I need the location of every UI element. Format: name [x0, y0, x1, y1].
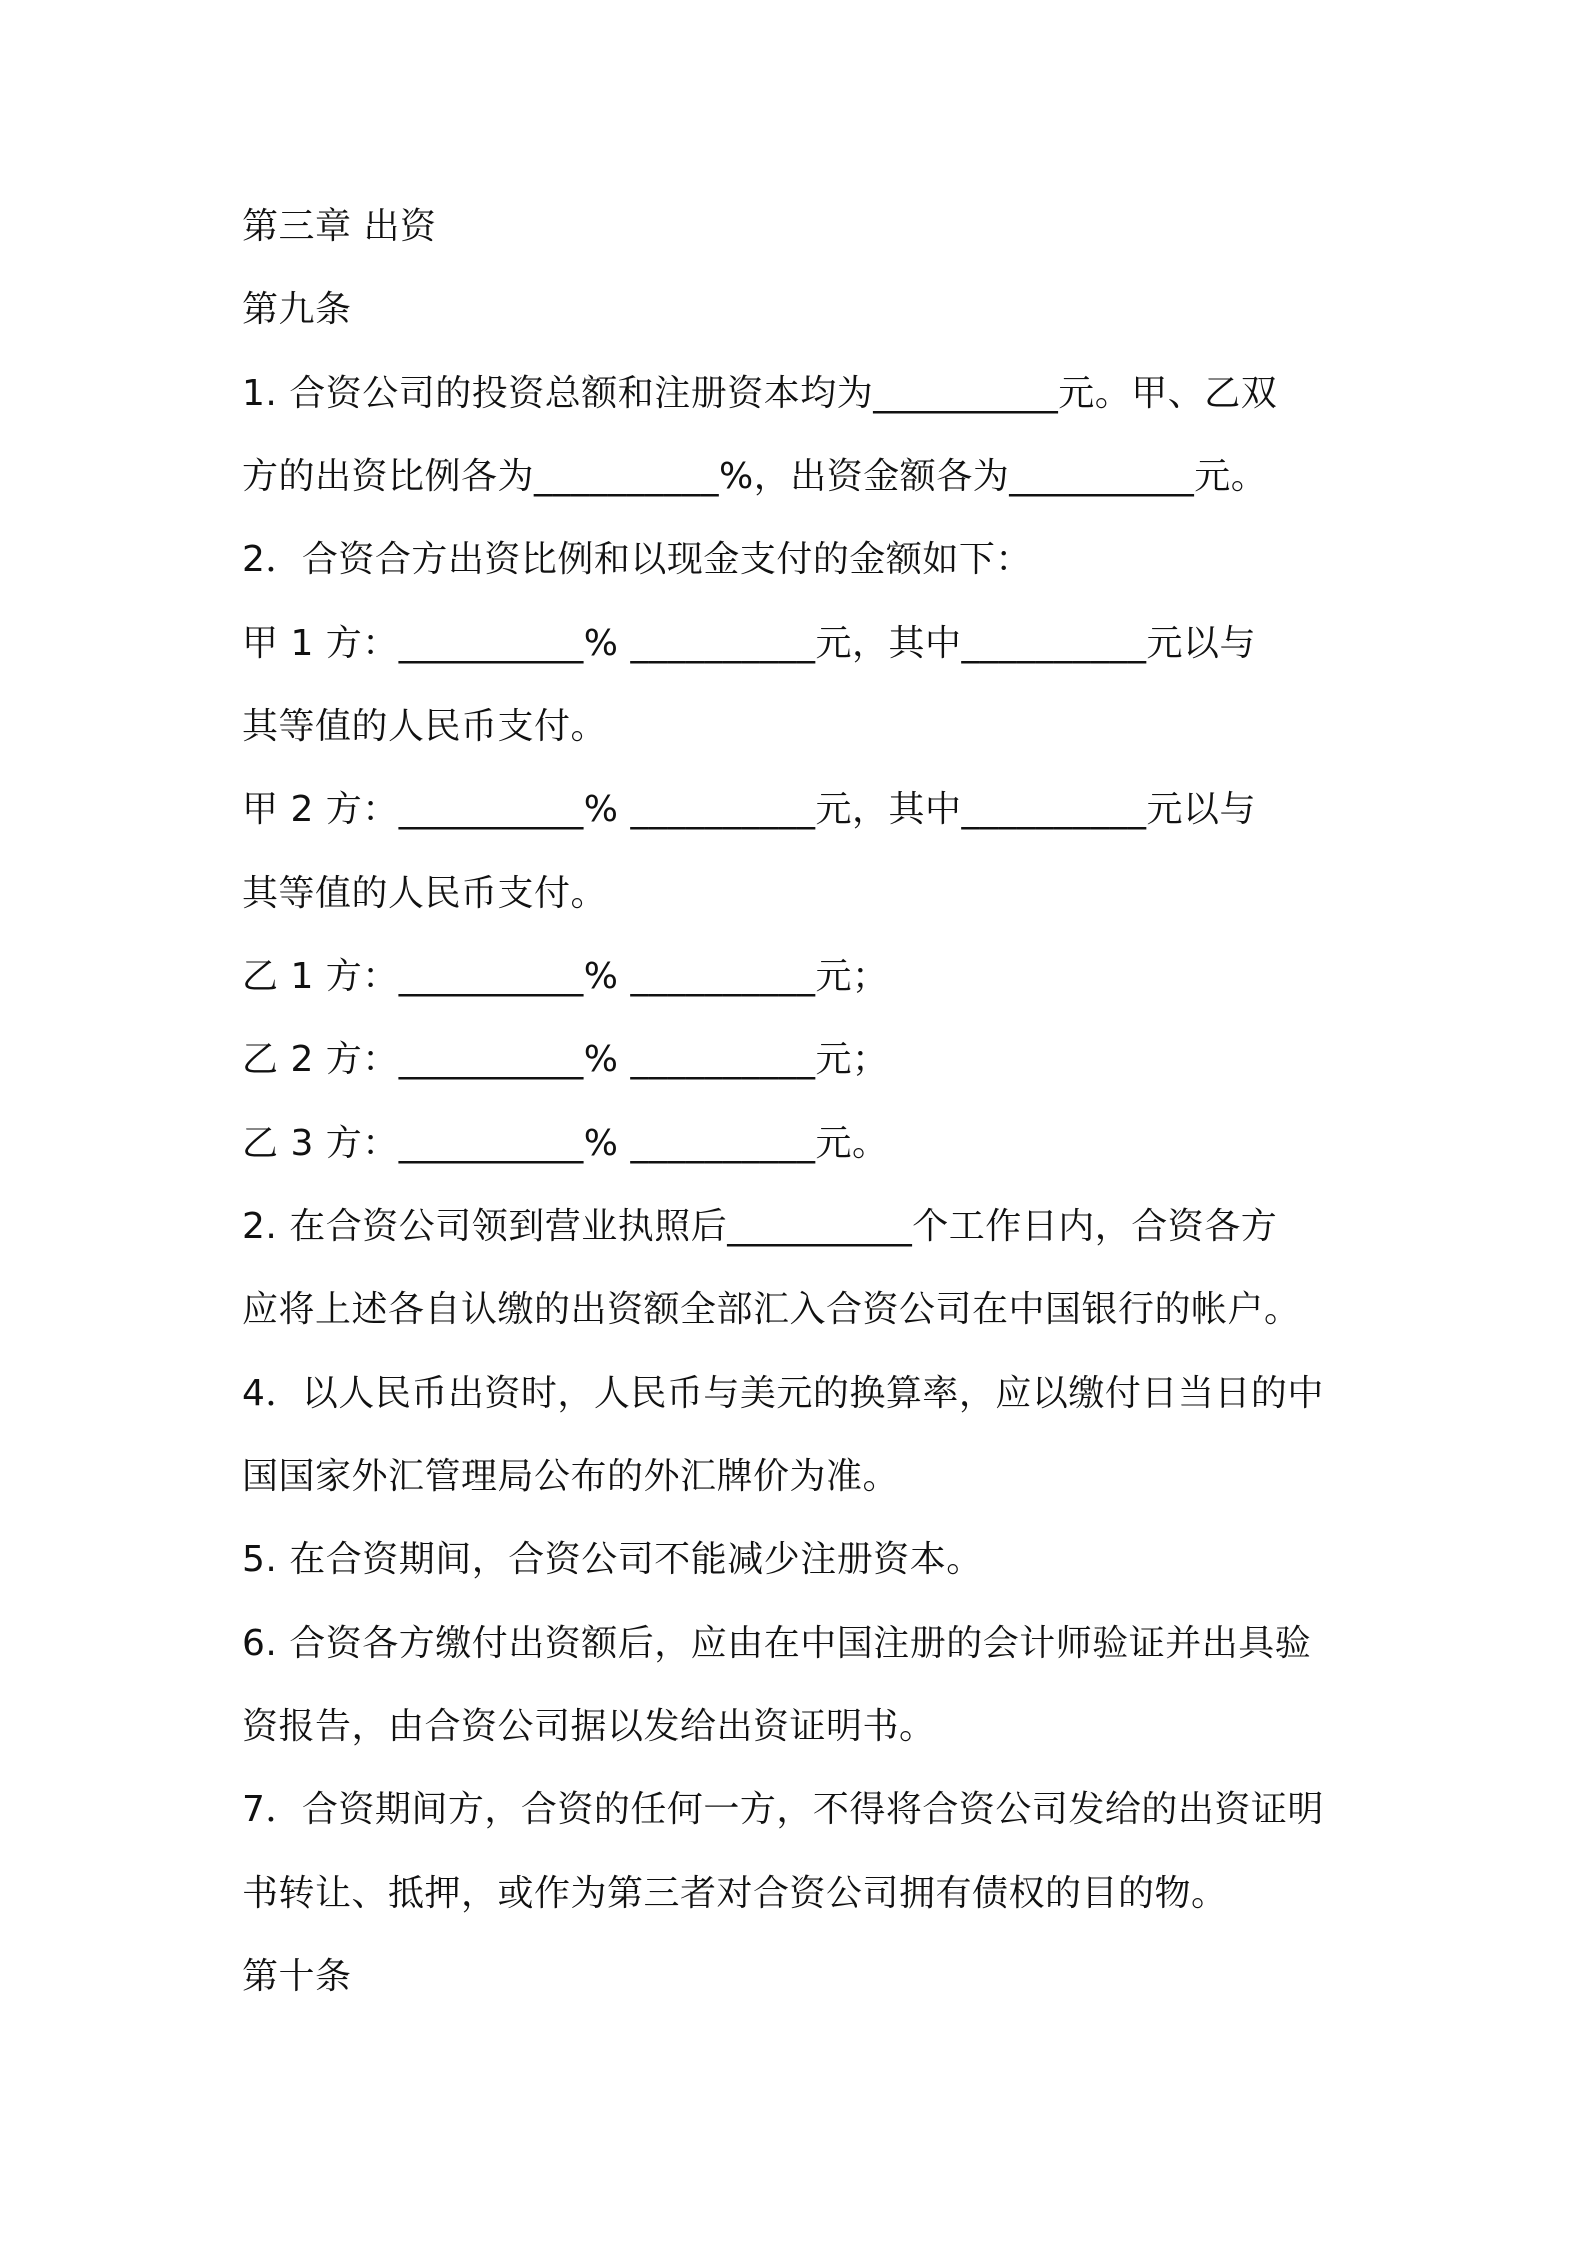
paragraph-line: 资报告，由合资公司据以发给出资证明书。 — [242, 1706, 936, 1747]
paragraph-line: 1. 合资公司的投资总额和注册资本均为__________元。甲、乙双 — [242, 373, 1278, 414]
paragraph-line: 乙 3 方：__________% __________元。 — [242, 1123, 889, 1164]
paragraph-line: 国国家外汇管理局公布的外汇牌价为准。 — [242, 1456, 900, 1497]
paragraph-line: 7．合资期间方，合资的任何一方，不得将合资公司发给的出资证明 — [242, 1789, 1324, 1830]
paragraph-line: 乙 2 方：__________% __________元； — [242, 1039, 889, 1080]
paragraph-line: 方的出资比例各为__________%，出资金额各为__________元。 — [242, 456, 1268, 497]
paragraph-line: 5. 在合资期间，合资公司不能减少注册资本。 — [242, 1539, 983, 1580]
paragraph-line: 书转让、抵押，或作为第三者对合资公司拥有债权的目的物。 — [242, 1873, 1228, 1914]
paragraph-line: 4．以人民币出资时，人民币与美元的换算率，应以缴付日当日的中 — [242, 1373, 1324, 1414]
paragraph-line: 乙 1 方：__________% __________元； — [242, 956, 889, 997]
chapter-heading: 第三章 出资 — [242, 206, 437, 247]
paragraph-line: 其等值的人民币支付。 — [242, 706, 608, 747]
paragraph-line: 2．合资合方出资比例和以现金支付的金额如下： — [242, 539, 1032, 580]
paragraph-line: 其等值的人民币支付。 — [242, 873, 608, 914]
paragraph-line: 甲 1 方：__________% __________元，其中__________元以与 — [242, 623, 1256, 664]
paragraph-line: 应将上述各自认缴的出资额全部汇入合资公司在中国银行的帐户。 — [242, 1289, 1301, 1330]
article-heading: 第九条 — [242, 289, 352, 330]
paragraph-line: 2. 在合资公司领到营业执照后__________个工作日内，合资各方 — [242, 1206, 1278, 1247]
article-heading: 第十条 — [242, 1956, 352, 1997]
paragraph-line: 甲 2 方：__________% __________元，其中__________元以与 — [242, 789, 1256, 830]
paragraph-line: 6. 合资各方缴付出资额后，应由在中国注册的会计师验证并出具验 — [242, 1623, 1312, 1664]
